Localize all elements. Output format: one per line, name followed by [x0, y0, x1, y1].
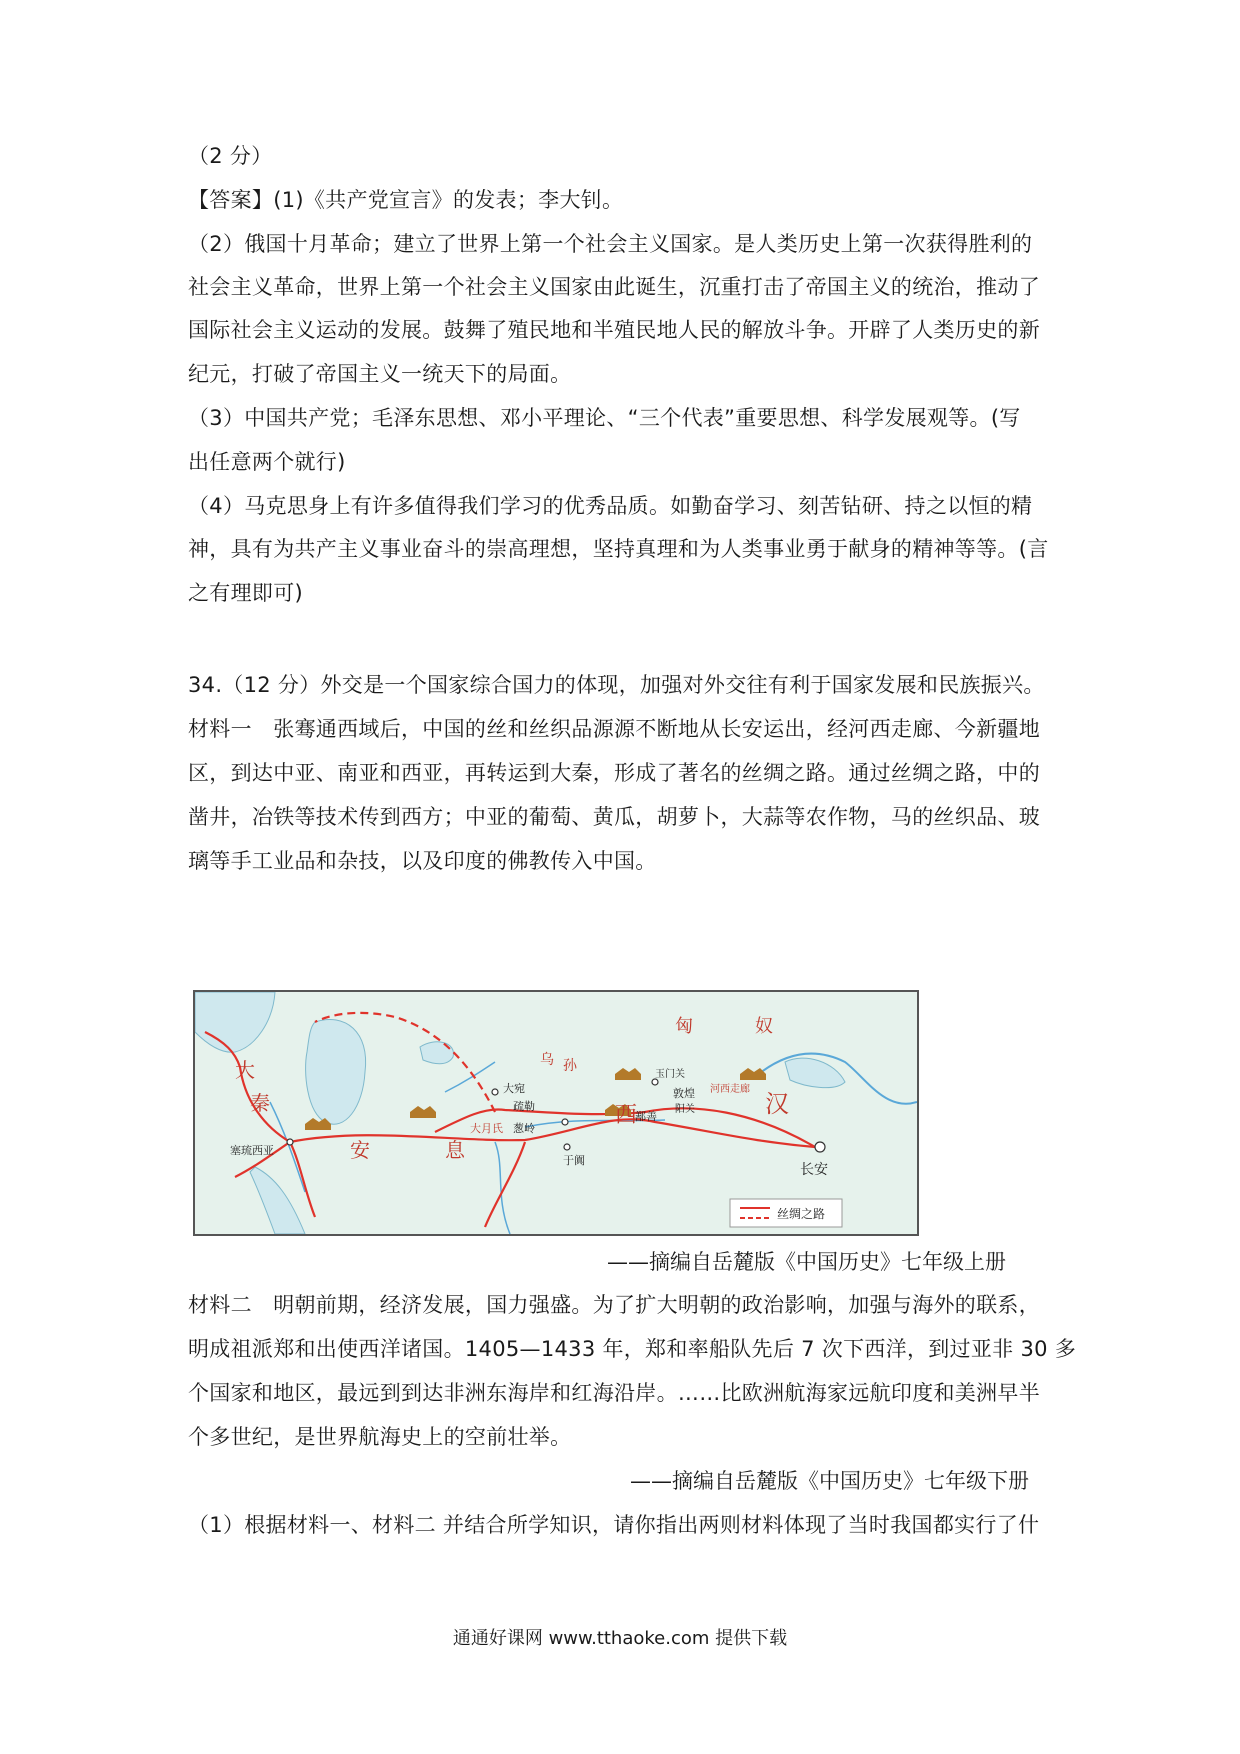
answer-2-line2: 社会主义革命，世界上第一个社会主义国家由此诞生，沉重打击了帝国主义的统治，推动了	[188, 275, 1040, 299]
answer-2-line1: （2）俄国十月革命；建立了世界上第一个社会主义国家。是人类历史上第一次获得胜利的	[188, 232, 1033, 256]
source-1: ——摘编自岳麓版《中国历史》七年级上册	[607, 1250, 1006, 1274]
answer-3-line2: 出任意两个就行)	[188, 450, 346, 474]
map-label-shule: 疏勒	[513, 1100, 535, 1113]
map-legend-label: 丝绸之路	[777, 1207, 826, 1221]
material2-line2: 明成祖派郑和出使西洋诸国。1405—1433 年，郑和率船队先后 7 次下西洋，到过亚非 30 多	[188, 1337, 1077, 1361]
silk-road-map	[193, 990, 919, 1236]
map-label-dawan: 大宛	[503, 1082, 525, 1095]
map-label-wusun-2: 孙	[563, 1058, 577, 1074]
answer-3-line1: （3）中国共产党；毛泽东思想、邓小平理论、“三个代表”重要思想、科学发展观等。(写	[188, 406, 1021, 430]
map-label-shanshan: 鄯善	[635, 1110, 657, 1123]
map-label-changan: 长安	[800, 1162, 828, 1178]
answer-4-line3: 之有理即可)	[188, 581, 303, 605]
map-label-seleucia: 塞琉西亚	[230, 1144, 274, 1157]
map-label-yutian: 于阗	[563, 1154, 585, 1167]
answer-4-line2: 神，具有为共产主义事业奋斗的崇高理想，坚持真理和为人类事业勇于献身的精神等等。(言	[188, 537, 1049, 561]
source-2: ——摘编自岳麓版《中国历史》七年级下册	[630, 1469, 1029, 1493]
material1-line3: 凿井，冶铁等技术传到西方；中亚的葡萄、黄瓜，胡萝卜，大蒜等农作物，马的丝织品、玻	[188, 805, 1040, 829]
material1-line4: 璃等手工业品和杂技，以及印度的佛教传入中国。	[188, 849, 657, 873]
material1-line2: 区，到达中亚、南亚和西亚，再转运到大秦，形成了著名的丝绸之路。通过丝绸之路，中的	[188, 761, 1040, 785]
score-note: （2 分）	[188, 144, 273, 168]
map-label-congling: 葱岭	[513, 1122, 535, 1135]
material2-line1: 材料二 明朝前期，经济发展，国力强盛。为了扩大明朝的政治影响，加强与海外的联系，	[188, 1293, 1040, 1317]
question-stem: 34.（12 分）外交是一个国家综合国力的体现，加强对外交往有利于国家发展和民族振兴。	[188, 673, 1045, 697]
map-label-xiongnu-2: 奴	[755, 1016, 773, 1037]
material2-line3: 个国家和地区，最远到到达非洲东海岸和红海沿岸。……比欧洲航海家远航印度和美洲早半	[188, 1381, 1040, 1405]
answer-2-line3: 国际社会主义运动的发展。鼓舞了殖民地和半殖民地人民的解放斗争。开辟了人类历史的新	[188, 318, 1040, 342]
answer-2-line4: 纪元，打破了帝国主义一统天下的局面。	[188, 362, 572, 386]
map-label-daqin-2: 秦	[250, 1091, 270, 1115]
map-label-daqin-1: 大	[235, 1058, 255, 1082]
map-label-yumenguan: 玉门关	[655, 1069, 685, 1080]
map-label-anxi-2: 息	[445, 1138, 465, 1162]
lake-balkhash	[420, 1042, 453, 1064]
map-label-xiongnu-1: 匈	[675, 1016, 693, 1037]
map-label-wusun-1: 乌	[540, 1052, 554, 1068]
map-label-yangguan: 阳关	[675, 1104, 695, 1115]
map-label-hexi: 河西走廊	[710, 1084, 750, 1095]
footer-watermark: 通通好课网 www.tthaoke.com 提供下载	[452, 1628, 788, 1649]
material2-line4: 个多世纪，是世界航海史上的空前壮举。	[188, 1425, 572, 1449]
map-label-xi: 西	[615, 1103, 638, 1128]
map-label-anxi-1: 安	[350, 1138, 370, 1162]
question-1: （1）根据材料一、材料二 并结合所学知识，请你指出两则材料体现了当时我国都实行了什	[188, 1513, 1040, 1537]
answer-1: 【答案】(1)《共产党宣言》的发表；李大钊。	[188, 188, 624, 212]
map-label-dunhuang: 敦煌	[673, 1087, 695, 1100]
material1-line1: 材料一 张骞通西域后，中国的丝和丝织品源源不断地从长安运出，经河西走廊、今新疆地	[188, 717, 1040, 741]
map-label-han: 汉	[765, 1090, 789, 1118]
answer-4-line1: （4）马克思身上有许多值得我们学习的优秀品质。如勤奋学习、刻苦钻研、持之以恒的精	[188, 494, 1033, 518]
map-label-dayuezhi: 大月氏	[470, 1122, 503, 1135]
